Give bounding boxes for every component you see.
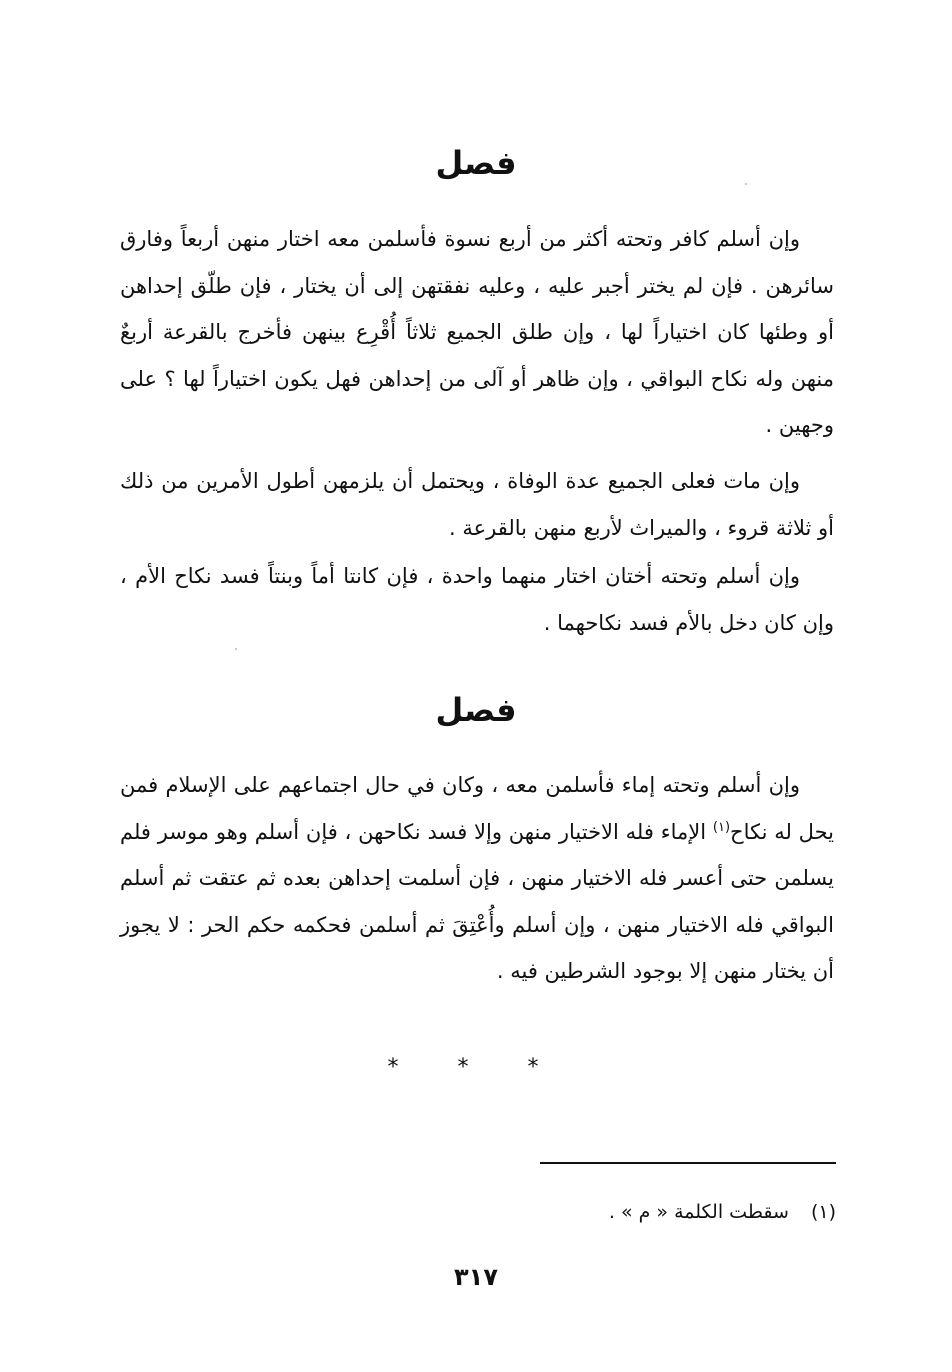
paragraph-4 (120, 762, 834, 995)
section-heading-1: فصل (435, 144, 517, 182)
paragraph-2-text: وإن مات فعلى الجميع عدة الوفاة ، ويحتمل أن يلزمهن أطول الأمرين من ذلك أو ثلاثة قروء ، والميراث لأربع منهن بالقرعة . (120, 469, 834, 540)
paragraph-4-text-end: الإماء فله الاختيار منهن وإلا فسد نكاحهن ، فإن أسلم وهو موسر فلم يسلمن حتى أعسر فله الاختيار منهن ، فإن أسلمت إحداهن بعده ثم عتقت ثم أسلم البواقي فله الاختيار منهن ، وإن أسلم وأُعْتِقَ ثم أسلمن فحكمه حكم الحر : لا يجوز أن يختار منهن إلا بوجود الشرطين فيه . (120, 819, 834, 983)
scan-speck (745, 183, 747, 185)
paragraph-1-text: وإن أسلم كافر وتحته أكثر من أربع نسوة فأسلمن معه اختار منهن أربعاً وفارق سائرهن . فإن لم يختر أجبر عليه ، وعليه نفقتهن إلى أن يختار ، فإن طلّق إحداهن أو وطئها كان اختياراً لها ، وإن طلق الجميع ثلاثاً أُقْرِع بينهن فأخرج بالقرعة أربعٌ منهن وله نكاح البواقي ، وإن ظاهر أو آلى من إحداهن فهل يكون اختياراً لها ؟ على وجهين . (120, 227, 834, 437)
paragraph-2 (120, 458, 834, 551)
paragraph-1 (120, 216, 834, 449)
footnote (400, 1197, 836, 1227)
footnote-divider (540, 1162, 836, 1164)
paragraph-3 (120, 553, 834, 646)
page-number: ٣١٧ (454, 1263, 498, 1291)
scan-speck (235, 648, 237, 650)
section-heading-2: فصل (435, 691, 517, 729)
section-separator: * * * (387, 1055, 565, 1080)
paragraph-3-text: وإن أسلم وتحته أختان اختار منهما واحدة ، فإن كانتا أماً وبنتاً فسد نكاح الأم ، وإن كان دخل بالأم فسد نكاحهما . (120, 564, 834, 635)
paragraph-4-text-start: وإن أسلم وتحته إماء فأسلمن معه ، وكان في حال اجتماعهم على الإسلام فمن يحل له نكاح (120, 773, 834, 844)
footnote-number: (١) (810, 1201, 836, 1223)
footnote-marker[interactable]: (١) (712, 819, 731, 835)
footnote-text: سقطت الكلمة « م » . (608, 1201, 789, 1223)
